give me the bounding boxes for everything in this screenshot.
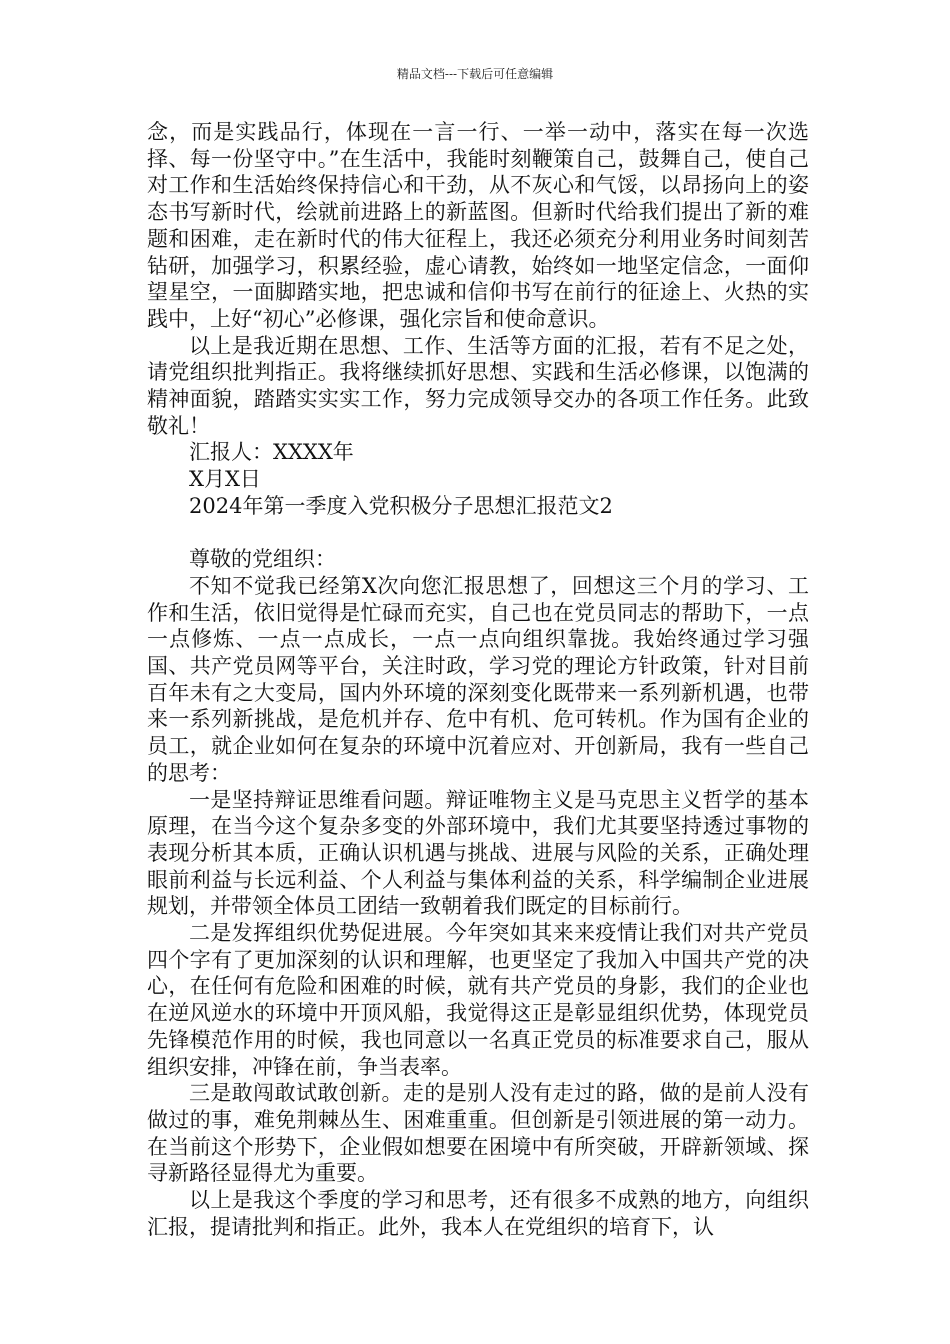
paragraph-point-one: 一是坚持辩证思维看问题。辩证唯物主义是马克思主义哲学的基本原理，在当今这个复杂多变的外部环境中，我们尤其要坚持透过事物的表现分析其本质，正确认识机遇与挑战、进展与风险的关系，正确处理眼前利益与长远利益、个人利益与集体利益的关系，科学编制企业进展规划，并带领全体员工团结一致朝着我们既定的目标前行。 xyxy=(147,787,809,919)
blank-line xyxy=(147,520,809,547)
document-body xyxy=(147,119,809,1241)
paragraph-summary: 以上是我近期在思想、工作、生活等方面的汇报，若有不足之处，请党组织批判指正。我将继续抓好思想、实践和生活必修课，以饱满的精神面貌，踏踏实实实工作，努力完成领导交办的各项工作任务。此致敬礼！ xyxy=(147,333,809,438)
date-line: X月X日 xyxy=(189,467,261,492)
salutation: 尊敬的党组织： xyxy=(189,547,336,572)
paragraph-continuation: 念，而是实践品行，体现在一言一行、一举一动中，落实在每一次选择、每一份坚守中。”在生活中，我能时刻鞭策自己，鼓舞自己，使自己对工作和生活始终保持信心和干劲，从不灰心和气馁，以昂扬向上的姿态书写新时代，绘就前进路上的新蓝图。但新时代给我们提出了新的难题和困难，走在新时代的伟大征程上，我还必须充分利用业务时间刻苦钻研，加强学习，积累经验，虚心请教，始终如一地坚定信念，一面仰望星空，一面脚踏实地，把忠诚和信仰书写在前行的征途上、火热的实践中，上好“初心”必修课，强化宗旨和使命意识。 xyxy=(147,120,809,331)
paragraph-intro: 不知不觉我已经第X次向您汇报思想了，回想这三个月的学习、工作和生活，依旧觉得是忙碌而充实，自己也在党员同志的帮助下，一点一点修炼、一点一点成长，一点一点向组织靠拢。我始终通过学习强国、共产党员网等平台，关注时政，学习党的理论方针政策，针对目前百年未有之大变局，国内外环境的深刻变化既带来一系列新机遇，也带来一系列新挑战，是危机并存、危中有机、危可转机。作为国有企业的员工，就企业如何在复杂的环境中沉着应对、开创新局，我有一些自己的思考： xyxy=(147,573,809,785)
page-header: 精品文档---下载后可任意编辑 xyxy=(396,67,554,81)
paragraph-point-two: 二是发挥组织优势促进展。今年突如其来来疫情让我们对共产党员四个字有了更加深刻的认识和理解，也更坚定了我加入中国共产党的决心，在任何有危险和困难的时候，就有共产党员的身影，我们的企业也在逆风逆水的环境中开顶风船，我觉得这正是彰显组织优势，体现党员先锋模范作用的时候，我也同意以一名真正党员的标准要求自己，服从组织安排，冲锋在前，争当表率。 xyxy=(147,921,809,1079)
reporter-line: 汇报人：XXXX年 xyxy=(189,440,354,465)
paragraph-point-three: 三是敢闯敢试敢创新。走的是别人没有走过的路，做的是前人没有做过的事，难免荆棘丛生、困难重重。但创新是引领进展的第一动力。在当前这个形势下，企业假如想要在困境中有所突破，开辟新领域、探寻新路径显得尤为重要。 xyxy=(147,1081,809,1186)
paragraph-closing: 以上是我这个季度的学习和思考，还有很多不成熟的地方，向组织汇报，提请批判和指正。此外，我本人在党组织的培育下，认 xyxy=(147,1188,809,1239)
section-title: 2024年第一季度入党积极分子思想汇报范文2 xyxy=(189,493,613,518)
